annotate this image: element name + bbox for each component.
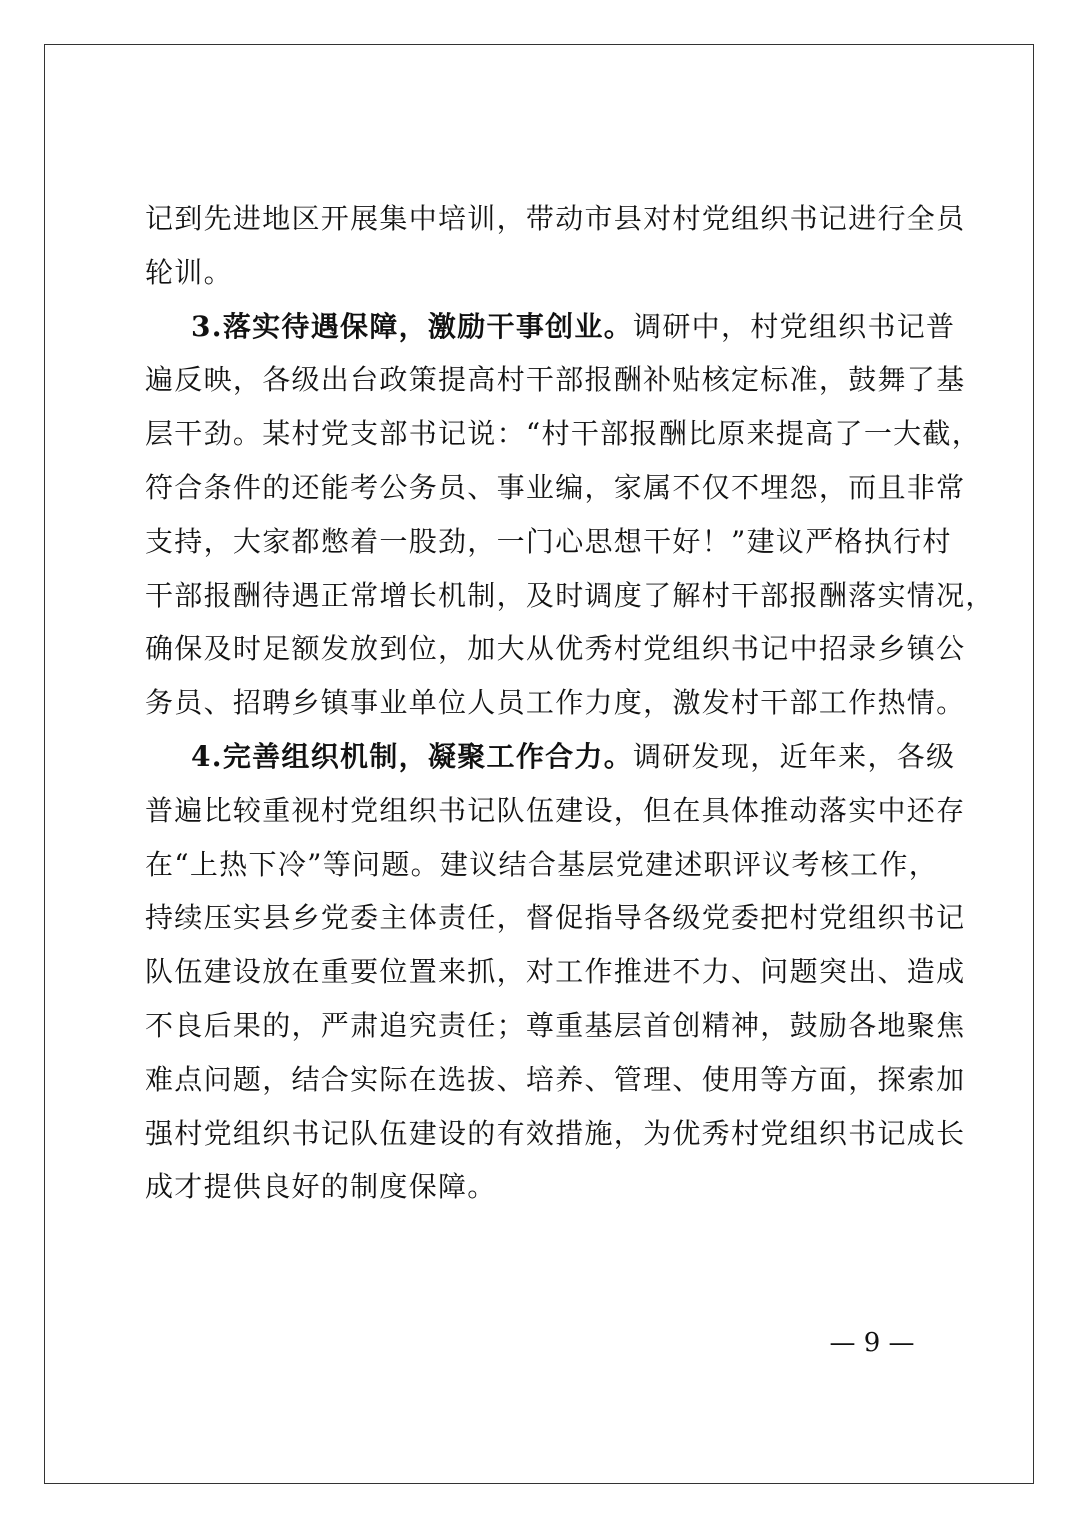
text-line: 强村党组织书记队伍建设的有效措施，为优秀村党组织书记成长 [145,1116,966,1150]
text-run: 调研中，村党组织书记普 [633,309,956,343]
text-line: 遍反映，各级出台政策提高村干部报酬补贴核定标准，鼓舞了基 [145,363,966,397]
text-line: 务员、招聘乡镇事业单位人员工作力度，激发村干部工作热情。 [145,686,966,720]
text-line: 符合条件的还能考公务员、事业编，家属不仅不埋怨，而且非常 [145,470,966,504]
text-line: 支持，大家都憋着一股劲，一门心思想干好！”建议严格执行村 [145,524,952,558]
paragraph-1 [145,192,966,300]
document-body [145,192,995,1214]
text-line: 干部报酬待遇正常增长机制，及时调度了解村干部报酬落实情况， [145,578,995,612]
text-line: 队伍建设放在重要位置来抓，对工作推进不力、问题突出、造成 [145,955,966,989]
text-line: 难点问题，结合实际在选拔、培养、管理、使用等方面，探索加 [145,1062,966,1096]
text-line: 轮训。 [145,255,233,289]
text-line: 普遍比较重视村党组织书记队伍建设，但在具体推动落实中还存 [145,793,966,827]
page-number: — 9 — [829,1328,915,1358]
text-line: 成才提供良好的制度保障。 [145,1170,497,1204]
section-heading-4: 4.完善组织机制，凝聚工作合力。 [191,739,634,773]
text-line: 层干劲。某村党支部书记说：“村干部报酬比原来提高了一大截， [145,417,982,451]
paragraph-2 [145,300,995,730]
text-line [145,730,956,784]
text-run: 调研发现，近年来，各级 [633,739,956,773]
section-heading-3: 3.落实待遇保障，激励干事创业。 [191,309,634,343]
paragraph-3 [145,730,966,1214]
text-line: 在“上热下冷”等问题。建议结合基层党建述职评议考核工作， [145,847,939,881]
text-line: 不良后果的，严肃追究责任；尊重基层首创精神，鼓励各地聚焦 [145,1008,966,1042]
text-line: 记到先进地区开展集中培训，带动市县对村党组织书记进行全员 [145,202,966,235]
text-line [145,300,956,354]
text-line: 确保及时足额发放到位，加大从优秀村党组织书记中招录乡镇公 [145,632,966,666]
text-line: 持续压实县乡党委主体责任，督促指导各级党委把村党组织书记 [145,901,966,935]
